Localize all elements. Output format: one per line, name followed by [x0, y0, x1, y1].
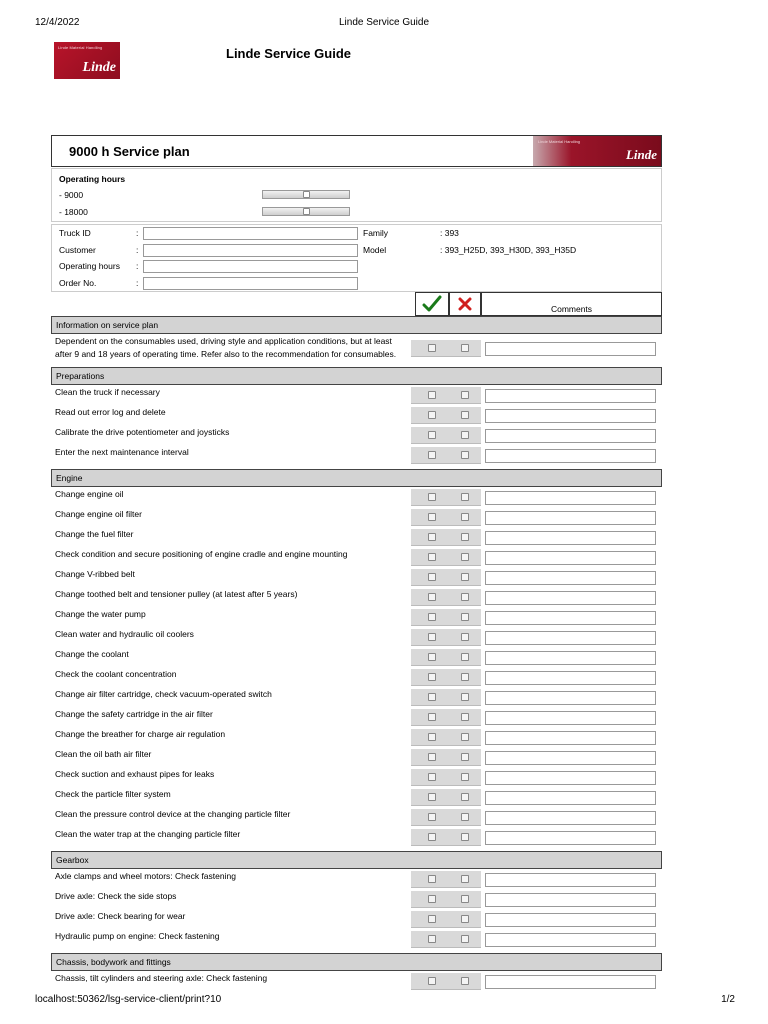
done-checkbox[interactable]: [428, 895, 436, 903]
family-label: Family: [363, 228, 389, 238]
task-status-cell: [411, 447, 481, 464]
plan-logo-tagline: Linde Material Handling: [538, 139, 581, 144]
customer-input[interactable]: [143, 244, 358, 257]
task-row: [51, 334, 662, 363]
done-checkbox[interactable]: [428, 773, 436, 781]
operating-hours-box: [51, 168, 662, 222]
linde-logo: [54, 42, 120, 79]
done-checkbox[interactable]: [428, 411, 436, 419]
comment-input[interactable]: [485, 429, 656, 443]
not-done-checkbox[interactable]: [461, 613, 469, 621]
task-text: Change engine oil: [55, 489, 124, 499]
hours-option-9000: - 9000: [59, 190, 84, 200]
task-status-cell: [411, 829, 481, 846]
comment-input[interactable]: [485, 791, 656, 805]
logo-tagline: Linde Material Handling: [58, 45, 103, 50]
truck-id-input[interactable]: [143, 227, 358, 240]
order-no-input[interactable]: [143, 277, 358, 290]
colon: :: [136, 245, 139, 255]
order-no-label: Order No.: [59, 278, 97, 288]
done-checkbox[interactable]: [428, 633, 436, 641]
comment-input[interactable]: [485, 771, 656, 785]
comments-header-label: Comments: [550, 304, 593, 314]
task-status-cell: [411, 427, 481, 444]
not-done-checkbox[interactable]: [461, 733, 469, 741]
done-checkbox[interactable]: [428, 673, 436, 681]
task-row: [51, 607, 662, 627]
task-status-cell: [411, 629, 481, 646]
done-checkbox[interactable]: [428, 573, 436, 581]
comment-input[interactable]: [485, 913, 656, 927]
not-done-checkbox[interactable]: [461, 533, 469, 541]
task-row: [51, 385, 662, 405]
comment-input[interactable]: [485, 551, 656, 565]
task-status-cell: [411, 973, 481, 990]
print-header: [0, 17, 768, 29]
task-row: [51, 445, 662, 465]
task-status-cell: [411, 569, 481, 586]
task-text: Check the particle filter system: [55, 789, 171, 799]
comment-input[interactable]: [485, 975, 656, 989]
not-done-checkbox[interactable]: [461, 813, 469, 821]
task-row: [51, 627, 662, 647]
not-done-checkbox[interactable]: [461, 793, 469, 801]
task-text: Change V-ribbed belt: [55, 569, 135, 579]
done-checkbox[interactable]: [428, 915, 436, 923]
task-text: Change engine oil filter: [55, 509, 142, 519]
task-status-cell: [411, 529, 481, 546]
family-value: : 393: [440, 228, 459, 238]
section-header: [51, 851, 662, 869]
task-text: Calibrate the drive potentiometer and joysticks: [55, 427, 230, 437]
task-row: [51, 807, 662, 827]
done-checkbox[interactable]: [428, 493, 436, 501]
task-row: [51, 707, 662, 727]
comment-input[interactable]: [485, 611, 656, 625]
not-done-checkbox[interactable]: [461, 653, 469, 661]
comment-input[interactable]: [485, 933, 656, 947]
task-row: [51, 587, 662, 607]
plan-title: 9000 h Service plan: [69, 144, 190, 159]
task-status-cell: [411, 709, 481, 726]
not-done-checkbox[interactable]: [461, 753, 469, 761]
truck-info-box: [51, 224, 662, 292]
task-status-cell: [411, 549, 481, 566]
done-checkbox[interactable]: [428, 533, 436, 541]
truck-id-label: Truck ID: [59, 228, 91, 238]
section-header: [51, 316, 662, 334]
task-status-cell: [411, 769, 481, 786]
task-row: [51, 527, 662, 547]
cross-icon: [458, 297, 472, 311]
done-checkbox[interactable]: [428, 733, 436, 741]
plan-logo-brand: Linde: [625, 147, 657, 162]
operating-hours-title: Operating hours: [59, 174, 126, 184]
comment-input[interactable]: [485, 691, 656, 705]
task-text: Dependent on the consumables used, driving style and application conditions, but at least after 9 and 18 years of operating time. Refer also to the recommendation for consumables.: [55, 336, 397, 359]
task-row: [51, 567, 662, 587]
task-status-cell: [411, 749, 481, 766]
not-done-checkbox[interactable]: [461, 391, 469, 399]
not-done-checkbox[interactable]: [461, 553, 469, 561]
done-checkbox[interactable]: [428, 977, 436, 985]
comment-input[interactable]: [485, 342, 656, 356]
done-checkbox[interactable]: [428, 431, 436, 439]
task-row: [51, 405, 662, 425]
comment-input[interactable]: [485, 711, 656, 725]
not-done-checkbox[interactable]: [461, 977, 469, 985]
task-row: [51, 727, 662, 747]
task-status-cell: [411, 509, 481, 526]
not-done-checkbox[interactable]: [461, 493, 469, 501]
task-text: Clean water and hydraulic oil coolers: [55, 629, 194, 639]
task-status-cell: [411, 340, 481, 357]
done-checkbox[interactable]: [428, 713, 436, 721]
task-row: [51, 827, 662, 847]
done-checkbox[interactable]: [428, 875, 436, 883]
task-row: [51, 787, 662, 807]
task-text: Hydraulic pump on engine: Check fastening: [55, 931, 220, 941]
done-checkbox[interactable]: [428, 833, 436, 841]
section-header: [51, 367, 662, 385]
not-done-checkbox[interactable]: [461, 593, 469, 601]
task-row: [51, 667, 662, 687]
task-text: Read out error log and delete: [55, 407, 166, 417]
task-row: [51, 767, 662, 787]
hours-option-18000: - 18000: [59, 207, 88, 217]
done-column-header: [415, 292, 449, 316]
not-done-checkbox[interactable]: [461, 431, 469, 439]
task-text: Change the safety cartridge in the air filter: [55, 709, 213, 719]
done-checkbox[interactable]: [428, 793, 436, 801]
task-text: Change the water pump: [55, 609, 146, 619]
comment-input[interactable]: [485, 591, 656, 605]
comment-input[interactable]: [485, 491, 656, 505]
customer-label: Customer: [59, 245, 96, 255]
colon: :: [136, 278, 139, 288]
not-done-checkbox[interactable]: [461, 833, 469, 841]
task-text: Clean the water trap at the changing particle filter: [55, 829, 241, 839]
comment-input[interactable]: [485, 531, 656, 545]
done-checkbox[interactable]: [428, 653, 436, 661]
task-text: Axle clamps and wheel motors: Check fastening: [55, 871, 236, 881]
task-status-cell: [411, 809, 481, 826]
comment-input[interactable]: [485, 571, 656, 585]
task-row: [51, 869, 662, 889]
not-done-checkbox[interactable]: [461, 773, 469, 781]
task-status-cell: [411, 871, 481, 888]
not-done-checkbox[interactable]: [461, 935, 469, 943]
task-status-cell: [411, 669, 481, 686]
task-status-cell: [411, 589, 481, 606]
print-title: Linde Service Guide: [338, 17, 430, 28]
comment-input[interactable]: [485, 651, 656, 665]
section-header: [51, 953, 662, 971]
task-status-cell: [411, 407, 481, 424]
comments-column-header: [481, 292, 662, 316]
task-text: Clean the truck if necessary: [55, 387, 160, 397]
not-done-checkbox[interactable]: [461, 915, 469, 923]
task-text: Drive axle: Check bearing for wear: [55, 911, 186, 921]
logo-brand: Linde: [82, 60, 116, 75]
not-done-column-header: [449, 292, 481, 316]
task-text: Change air filter cartridge, check vacuum-operated switch: [55, 689, 272, 699]
task-row: [51, 487, 662, 507]
task-status-cell: [411, 789, 481, 806]
task-text: Check suction and exhaust pipes for leaks: [55, 769, 215, 779]
comment-input[interactable]: [485, 449, 656, 463]
comment-input[interactable]: [485, 389, 656, 403]
task-text: Clean the pressure control device at the changing particle filter: [55, 809, 291, 819]
task-status-cell: [411, 729, 481, 746]
operating-hours-label: Operating hours: [59, 261, 120, 271]
hours-select-9000[interactable]: [262, 190, 350, 199]
done-checkbox[interactable]: [428, 813, 436, 821]
task-row: [51, 929, 662, 949]
done-checkbox[interactable]: [428, 693, 436, 701]
done-checkbox[interactable]: [428, 613, 436, 621]
not-done-checkbox[interactable]: [461, 411, 469, 419]
task-status-cell: [411, 609, 481, 626]
done-checkbox[interactable]: [428, 391, 436, 399]
model-value: : 393_H25D, 393_H30D, 393_H35D: [440, 245, 577, 255]
task-row: [51, 647, 662, 667]
section-title: Information on service plan: [56, 320, 159, 330]
not-done-checkbox[interactable]: [461, 513, 469, 521]
done-checkbox[interactable]: [428, 451, 436, 459]
not-done-checkbox[interactable]: [461, 693, 469, 701]
task-status-cell: [411, 649, 481, 666]
task-row: [51, 909, 662, 929]
plan-header: [51, 135, 662, 167]
done-checkbox[interactable]: [428, 753, 436, 761]
not-done-checkbox[interactable]: [461, 713, 469, 721]
done-checkbox[interactable]: [428, 935, 436, 943]
comment-input[interactable]: [485, 893, 656, 907]
task-row: [51, 547, 662, 567]
task-row: [51, 747, 662, 767]
task-text: Drive axle: Check the side stops: [55, 891, 177, 901]
comment-input[interactable]: [485, 671, 656, 685]
operating-hours-input[interactable]: [143, 260, 358, 273]
done-checkbox[interactable]: [428, 553, 436, 561]
task-text: Change the coolant: [55, 649, 129, 659]
model-label: Model: [363, 245, 387, 255]
comment-input[interactable]: [485, 831, 656, 845]
colon: :: [136, 261, 139, 271]
task-text: Check condition and secure positioning of engine cradle and engine mounting: [55, 549, 348, 559]
not-done-checkbox[interactable]: [461, 895, 469, 903]
task-status-cell: [411, 387, 481, 404]
task-text: Change the breather for charge air regulation: [55, 729, 226, 739]
comment-input[interactable]: [485, 631, 656, 645]
not-done-checkbox[interactable]: [461, 451, 469, 459]
comment-input[interactable]: [485, 409, 656, 423]
section-header: [51, 469, 662, 487]
doc-title: Linde Service Guide: [226, 46, 351, 61]
task-row: [51, 687, 662, 707]
comment-input[interactable]: [485, 873, 656, 887]
task-row: [51, 507, 662, 527]
print-date: 12/4/2022: [35, 17, 80, 28]
section-title: Chassis, bodywork and fittings: [56, 957, 171, 967]
task-text: Change the fuel filter: [55, 529, 134, 539]
hours-select-18000[interactable]: [262, 207, 350, 216]
section-title: Engine: [56, 473, 83, 483]
not-done-checkbox[interactable]: [461, 875, 469, 883]
print-url: localhost:50362/lsg-service-client/print?10: [35, 994, 222, 1005]
hours-checkbox-18000[interactable]: [303, 208, 310, 215]
task-text: Clean the oil bath air filter: [55, 749, 152, 759]
task-status-cell: [411, 489, 481, 506]
task-status-cell: [411, 891, 481, 908]
not-done-checkbox[interactable]: [461, 633, 469, 641]
comment-input[interactable]: [485, 751, 656, 765]
not-done-checkbox[interactable]: [461, 673, 469, 681]
comment-input[interactable]: [485, 731, 656, 745]
task-row: [51, 889, 662, 909]
task-text: Enter the next maintenance interval: [55, 447, 189, 457]
task-text: Change toothed belt and tensioner pulley (at latest after 5 years): [55, 589, 298, 599]
task-text: Check the coolant concentration: [55, 669, 177, 679]
checkmark-icon: [422, 295, 442, 313]
colon: :: [136, 228, 139, 238]
task-text: Chassis, tilt cylinders and steering axle: Check fastening: [55, 973, 268, 983]
task-row: [51, 425, 662, 445]
task-status-cell: [411, 931, 481, 948]
comment-input[interactable]: [485, 511, 656, 525]
task-row: [51, 971, 662, 991]
section-title: Gearbox: [56, 855, 89, 865]
done-checkbox[interactable]: [428, 593, 436, 601]
not-done-checkbox[interactable]: [461, 344, 469, 352]
hours-checkbox-9000[interactable]: [303, 191, 310, 198]
page-number: 1/2: [721, 994, 735, 1005]
done-checkbox[interactable]: [428, 344, 436, 352]
done-checkbox[interactable]: [428, 513, 436, 521]
section-title: Preparations: [56, 371, 105, 381]
not-done-checkbox[interactable]: [461, 573, 469, 581]
task-status-cell: [411, 689, 481, 706]
comment-input[interactable]: [485, 811, 656, 825]
plan-logo: [533, 136, 661, 166]
task-status-cell: [411, 911, 481, 928]
